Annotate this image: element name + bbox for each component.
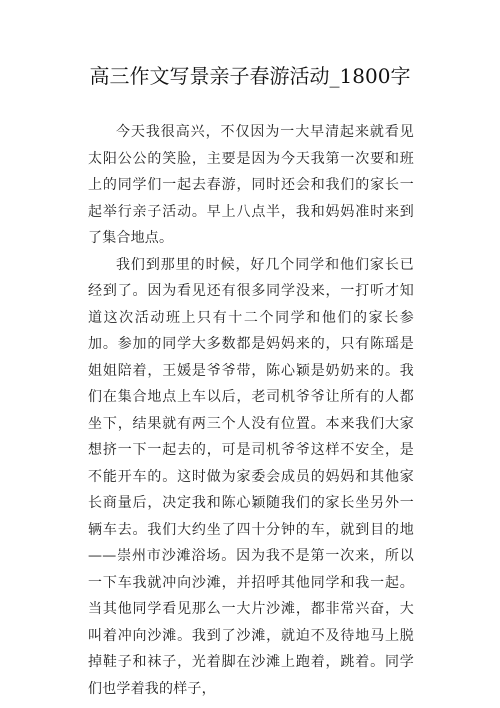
document-title: 高三作文写景亲子春游活动_1800字 xyxy=(89,64,411,88)
paragraph-2: 我们到那里的时候，好几个同学和他们家长已经到了。因为看见还有很多同学没来，一打听才知道这次活动班上只有十二个同学和他们的家长参加。参加的同学大多数都是妈妈来的，只有陈瑶是姐姐陪着，王媛是爷爷带，陈心颖是奶奶来的。我们在集合地点上车以后，老司机爷爷让所有的人都坐下，结果就有两三个人没有位置。本来我们大家想挤一下一起去的，可是司机爷爷这样不安全，是不能开车的。这时做为家委会成员的妈妈和其他家长商量后，决定我和陈心颖随我们的家长坐另外一辆车去。我们大约坐了四十分钟的车，就到目的地——崇州市沙滩浴场。因为我不是第一次来，所以一下车我就冲向沙滩，并招呼其他同学和我一起。当其他同学看见那么一大片沙滩，都非常兴奋，大叫着冲向沙滩。我到了沙滩，就迫不及待地马上脱掉鞋子和袜子，光着脚在沙滩上跑着，跳着。同学们也学着我的样子， xyxy=(88,256,414,697)
document-body xyxy=(88,119,414,702)
paragraph-1: 今天我很高兴，不仅因为一大早清起来就看见太阳公公的笑脸，主要是因为今天我第一次要和班上的同学们一起去春游，同时还会和我们的家长一起举行亲子活动。早上八点半，我和妈妈准时来到了集合地点。 xyxy=(88,124,414,246)
